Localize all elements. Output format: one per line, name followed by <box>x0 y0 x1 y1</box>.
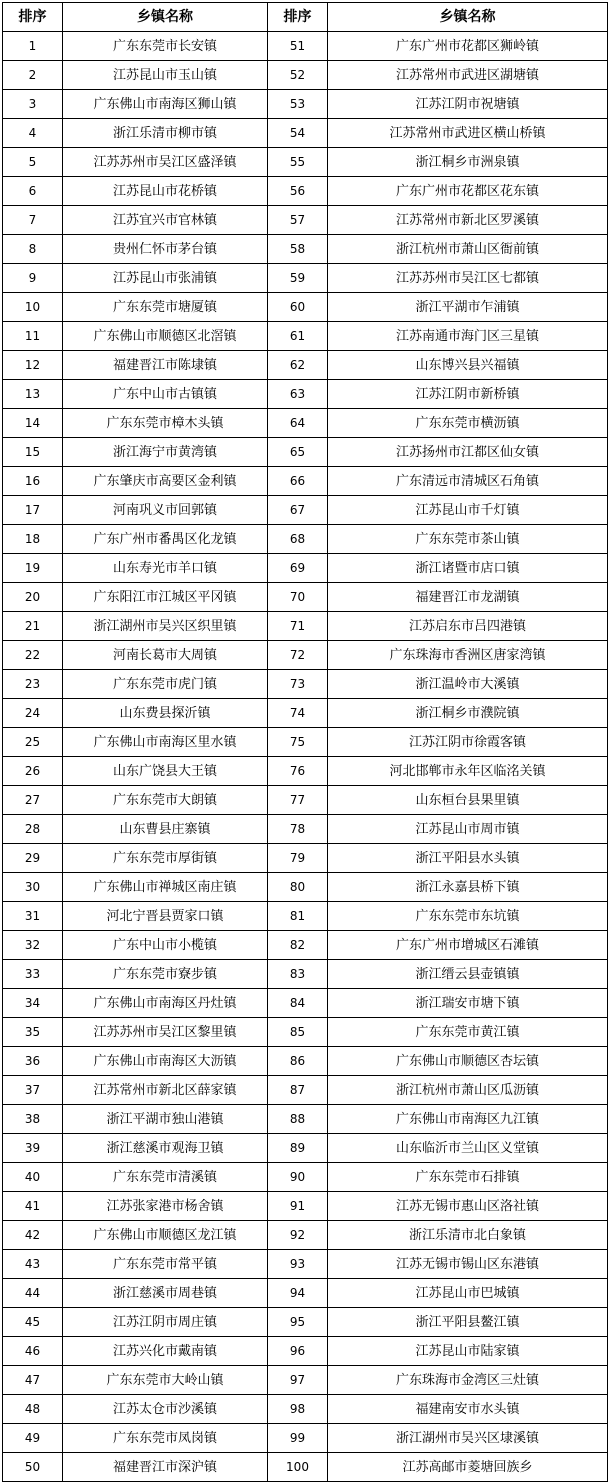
rank-cell: 77 <box>268 786 328 815</box>
town-name-cell: 浙江诸暨市店口镇 <box>328 554 608 583</box>
rank-cell: 42 <box>3 1221 63 1250</box>
table-row <box>3 612 608 641</box>
table-row <box>3 902 608 931</box>
table-row <box>3 1424 608 1453</box>
rank-cell: 11 <box>3 322 63 351</box>
table-row <box>3 786 608 815</box>
rank-cell: 9 <box>3 264 63 293</box>
rank-cell: 44 <box>3 1279 63 1308</box>
table-row <box>3 351 608 380</box>
table-row <box>3 583 608 612</box>
town-name-cell: 江苏宜兴市官林镇 <box>63 206 268 235</box>
town-name-cell: 山东博兴县兴福镇 <box>328 351 608 380</box>
table-row <box>3 380 608 409</box>
town-name-cell: 江苏太仓市沙溪镇 <box>63 1395 268 1424</box>
rank-cell: 57 <box>268 206 328 235</box>
town-name-cell: 江苏高邮市菱塘回族乡 <box>328 1453 608 1482</box>
town-name-cell: 广东阳江市江城区平冈镇 <box>63 583 268 612</box>
town-name-header: 乡镇名称 <box>63 3 268 32</box>
rank-cell: 8 <box>3 235 63 264</box>
rank-cell: 14 <box>3 409 63 438</box>
town-name-cell: 广东东莞市大岭山镇 <box>63 1366 268 1395</box>
town-name-cell: 江苏苏州市吴江区七都镇 <box>328 264 608 293</box>
rank-cell: 45 <box>3 1308 63 1337</box>
rank-cell: 4 <box>3 119 63 148</box>
rank-cell: 89 <box>268 1134 328 1163</box>
table-row <box>3 293 608 322</box>
rank-cell: 92 <box>268 1221 328 1250</box>
town-name-cell: 福建晋江市深沪镇 <box>63 1453 268 1482</box>
town-name-cell: 浙江桐乡市濮院镇 <box>328 699 608 728</box>
town-name-cell: 江苏常州市新北区薛家镇 <box>63 1076 268 1105</box>
town-name-cell: 浙江永嘉县桥下镇 <box>328 873 608 902</box>
rank-cell: 91 <box>268 1192 328 1221</box>
town-name-cell: 广东东莞市石排镇 <box>328 1163 608 1192</box>
town-name-cell: 广东东莞市常平镇 <box>63 1250 268 1279</box>
table-row <box>3 467 608 496</box>
rank-cell: 3 <box>3 90 63 119</box>
town-name-cell: 浙江缙云县壶镇镇 <box>328 960 608 989</box>
rank-cell: 74 <box>268 699 328 728</box>
rank-cell: 26 <box>3 757 63 786</box>
town-name-cell: 广东佛山市顺德区北滘镇 <box>63 322 268 351</box>
rank-cell: 34 <box>3 989 63 1018</box>
table-row <box>3 554 608 583</box>
rank-cell: 18 <box>3 525 63 554</box>
rank-cell: 98 <box>268 1395 328 1424</box>
town-name-cell: 江苏南通市海门区三星镇 <box>328 322 608 351</box>
town-name-cell: 浙江瑞安市塘下镇 <box>328 989 608 1018</box>
town-name-cell: 江苏苏州市吴江区盛泽镇 <box>63 148 268 177</box>
rank-cell: 81 <box>268 902 328 931</box>
town-name-cell: 浙江湖州市吴兴区埭溪镇 <box>328 1424 608 1453</box>
table-row <box>3 1366 608 1395</box>
table-row <box>3 1337 608 1366</box>
town-name-cell: 江苏江阴市徐霞客镇 <box>328 728 608 757</box>
table-row <box>3 989 608 1018</box>
town-name-cell: 江苏昆山市张浦镇 <box>63 264 268 293</box>
rank-cell: 83 <box>268 960 328 989</box>
rank-cell: 5 <box>3 148 63 177</box>
town-name-cell: 河北邯郸市永年区临洺关镇 <box>328 757 608 786</box>
rank-cell: 36 <box>3 1047 63 1076</box>
rank-cell: 13 <box>3 380 63 409</box>
town-name-cell: 河南巩义市回郭镇 <box>63 496 268 525</box>
town-name-cell: 江苏启东市吕四港镇 <box>328 612 608 641</box>
rank-cell: 27 <box>3 786 63 815</box>
town-name-cell: 福建南安市水头镇 <box>328 1395 608 1424</box>
rank-cell: 63 <box>268 380 328 409</box>
table-row <box>3 264 608 293</box>
town-name-cell: 广东佛山市南海区九江镇 <box>328 1105 608 1134</box>
rank-cell: 70 <box>268 583 328 612</box>
rank-cell: 35 <box>3 1018 63 1047</box>
town-name-cell: 浙江平阳县水头镇 <box>328 844 608 873</box>
town-name-cell: 江苏常州市武进区湖塘镇 <box>328 61 608 90</box>
rank-cell: 15 <box>3 438 63 467</box>
town-name-cell: 河南长葛市大周镇 <box>63 641 268 670</box>
rank-cell: 38 <box>3 1105 63 1134</box>
town-name-cell: 山东桓台县果里镇 <box>328 786 608 815</box>
table-row <box>3 1134 608 1163</box>
rank-cell: 85 <box>268 1018 328 1047</box>
rank-cell: 95 <box>268 1308 328 1337</box>
rank-cell: 53 <box>268 90 328 119</box>
rank-cell: 100 <box>268 1453 328 1482</box>
town-name-cell: 广东东莞市东坑镇 <box>328 902 608 931</box>
town-name-cell: 福建晋江市龙湖镇 <box>328 583 608 612</box>
rank-cell: 16 <box>3 467 63 496</box>
town-name-cell: 广东东莞市虎门镇 <box>63 670 268 699</box>
town-name-cell: 江苏昆山市巴城镇 <box>328 1279 608 1308</box>
rank-cell: 17 <box>3 496 63 525</box>
town-name-cell: 广东东莞市长安镇 <box>63 32 268 61</box>
table-row <box>3 931 608 960</box>
town-name-cell: 广东东莞市茶山镇 <box>328 525 608 554</box>
table-row <box>3 641 608 670</box>
town-name-cell: 浙江平阳县鳌江镇 <box>328 1308 608 1337</box>
rank-cell: 65 <box>268 438 328 467</box>
rank-cell: 49 <box>3 1424 63 1453</box>
rank-cell: 48 <box>3 1395 63 1424</box>
town-name-cell: 广东东莞市凤岗镇 <box>63 1424 268 1453</box>
town-name-cell: 江苏江阴市周庄镇 <box>63 1308 268 1337</box>
table-row <box>3 235 608 264</box>
town-ranking-table <box>2 2 608 1482</box>
rank-cell: 90 <box>268 1163 328 1192</box>
rank-cell: 46 <box>3 1337 63 1366</box>
table-row <box>3 1192 608 1221</box>
town-name-cell: 江苏无锡市惠山区洛社镇 <box>328 1192 608 1221</box>
town-name-cell: 浙江平湖市独山港镇 <box>63 1105 268 1134</box>
rank-cell: 66 <box>268 467 328 496</box>
table-row <box>3 1076 608 1105</box>
table-row <box>3 960 608 989</box>
town-name-cell: 江苏江阴市祝塘镇 <box>328 90 608 119</box>
town-name-cell: 广东珠海市香洲区唐家湾镇 <box>328 641 608 670</box>
town-name-cell: 山东费县探沂镇 <box>63 699 268 728</box>
rank-cell: 73 <box>268 670 328 699</box>
town-name-cell: 广东中山市小榄镇 <box>63 931 268 960</box>
rank-cell: 64 <box>268 409 328 438</box>
rank-cell: 30 <box>3 873 63 902</box>
table-row <box>3 815 608 844</box>
rank-cell: 58 <box>268 235 328 264</box>
table-row <box>3 438 608 467</box>
table-row <box>3 1279 608 1308</box>
table-row <box>3 1221 608 1250</box>
table-row <box>3 699 608 728</box>
town-name-cell: 浙江杭州市萧山区瓜沥镇 <box>328 1076 608 1105</box>
table-row <box>3 1018 608 1047</box>
table-row <box>3 322 608 351</box>
town-name-cell: 广东东莞市黄江镇 <box>328 1018 608 1047</box>
town-name-cell: 贵州仁怀市茅台镇 <box>63 235 268 264</box>
rank-cell: 29 <box>3 844 63 873</box>
table-row <box>3 496 608 525</box>
table-row <box>3 670 608 699</box>
table-row <box>3 206 608 235</box>
rank-cell: 47 <box>3 1366 63 1395</box>
header-row <box>3 3 608 32</box>
town-name-cell: 江苏昆山市陆家镇 <box>328 1337 608 1366</box>
rank-cell: 59 <box>268 264 328 293</box>
town-name-cell: 广东广州市增城区石滩镇 <box>328 931 608 960</box>
table-row <box>3 1105 608 1134</box>
rank-cell: 51 <box>268 32 328 61</box>
town-name-cell: 广东广州市番禺区化龙镇 <box>63 525 268 554</box>
town-name-cell: 江苏扬州市江都区仙女镇 <box>328 438 608 467</box>
rank-cell: 67 <box>268 496 328 525</box>
town-name-cell: 江苏兴化市戴南镇 <box>63 1337 268 1366</box>
rank-cell: 99 <box>268 1424 328 1453</box>
table-row <box>3 409 608 438</box>
rank-cell: 24 <box>3 699 63 728</box>
rank-cell: 2 <box>3 61 63 90</box>
rank-cell: 7 <box>3 206 63 235</box>
rank-cell: 84 <box>268 989 328 1018</box>
town-name-cell: 福建晋江市陈埭镇 <box>63 351 268 380</box>
rank-cell: 68 <box>268 525 328 554</box>
town-name-cell: 广东东莞市厚街镇 <box>63 844 268 873</box>
table-row <box>3 728 608 757</box>
rank-cell: 56 <box>268 177 328 206</box>
rank-cell: 80 <box>268 873 328 902</box>
town-name-cell: 江苏昆山市千灯镇 <box>328 496 608 525</box>
table-row <box>3 148 608 177</box>
town-name-cell: 广东佛山市南海区狮山镇 <box>63 90 268 119</box>
town-name-cell: 山东寿光市羊口镇 <box>63 554 268 583</box>
town-name-cell: 浙江湖州市吴兴区织里镇 <box>63 612 268 641</box>
town-name-cell: 浙江平湖市乍浦镇 <box>328 293 608 322</box>
town-name-cell: 广东东莞市寮步镇 <box>63 960 268 989</box>
town-name-cell: 广东佛山市南海区大沥镇 <box>63 1047 268 1076</box>
town-name-cell: 浙江温岭市大溪镇 <box>328 670 608 699</box>
town-name-cell: 广东东莞市塘厦镇 <box>63 293 268 322</box>
rank-cell: 32 <box>3 931 63 960</box>
town-name-cell: 江苏江阴市新桥镇 <box>328 380 608 409</box>
rank-cell: 61 <box>268 322 328 351</box>
rank-cell: 62 <box>268 351 328 380</box>
town-name-cell: 广东肇庆市高要区金利镇 <box>63 467 268 496</box>
rank-cell: 10 <box>3 293 63 322</box>
town-name-cell: 山东临沂市兰山区义堂镇 <box>328 1134 608 1163</box>
rank-cell: 94 <box>268 1279 328 1308</box>
town-name-cell: 江苏昆山市周市镇 <box>328 815 608 844</box>
rank-cell: 37 <box>3 1076 63 1105</box>
table-row <box>3 119 608 148</box>
table-row <box>3 1395 608 1424</box>
table-row <box>3 177 608 206</box>
rank-cell: 22 <box>3 641 63 670</box>
town-name-cell: 广东佛山市南海区里水镇 <box>63 728 268 757</box>
town-name-cell: 江苏苏州市吴江区黎里镇 <box>63 1018 268 1047</box>
rank-cell: 50 <box>3 1453 63 1482</box>
town-name-cell: 广东佛山市顺德区杏坛镇 <box>328 1047 608 1076</box>
rank-header: 排序 <box>3 3 63 32</box>
town-name-cell: 广东清远市清城区石角镇 <box>328 467 608 496</box>
table-row <box>3 90 608 119</box>
town-name-cell: 山东广饶县大王镇 <box>63 757 268 786</box>
rank-cell: 31 <box>3 902 63 931</box>
rank-header: 排序 <box>268 3 328 32</box>
town-name-cell: 江苏无锡市锡山区东港镇 <box>328 1250 608 1279</box>
rank-cell: 28 <box>3 815 63 844</box>
town-name-cell: 河北宁晋县贾家口镇 <box>63 902 268 931</box>
rank-cell: 52 <box>268 61 328 90</box>
town-name-cell: 江苏常州市新北区罗溪镇 <box>328 206 608 235</box>
rank-cell: 23 <box>3 670 63 699</box>
table-row <box>3 525 608 554</box>
rank-cell: 19 <box>3 554 63 583</box>
town-name-header: 乡镇名称 <box>328 3 608 32</box>
rank-cell: 43 <box>3 1250 63 1279</box>
rank-cell: 41 <box>3 1192 63 1221</box>
rank-cell: 12 <box>3 351 63 380</box>
rank-cell: 55 <box>268 148 328 177</box>
table-row <box>3 1308 608 1337</box>
town-name-cell: 广东珠海市金湾区三灶镇 <box>328 1366 608 1395</box>
town-name-cell: 广东广州市花都区狮岭镇 <box>328 32 608 61</box>
table-row <box>3 61 608 90</box>
table-row <box>3 844 608 873</box>
rank-cell: 79 <box>268 844 328 873</box>
rank-cell: 76 <box>268 757 328 786</box>
town-name-cell: 江苏常州市武进区横山桥镇 <box>328 119 608 148</box>
rank-cell: 82 <box>268 931 328 960</box>
rank-cell: 33 <box>3 960 63 989</box>
town-name-cell: 山东曹县庄寨镇 <box>63 815 268 844</box>
rank-cell: 25 <box>3 728 63 757</box>
rank-cell: 21 <box>3 612 63 641</box>
rank-cell: 39 <box>3 1134 63 1163</box>
town-name-cell: 广东佛山市南海区丹灶镇 <box>63 989 268 1018</box>
town-name-cell: 广东广州市花都区花东镇 <box>328 177 608 206</box>
table-row <box>3 1250 608 1279</box>
town-name-cell: 浙江乐清市北白象镇 <box>328 1221 608 1250</box>
town-name-cell: 浙江桐乡市洲泉镇 <box>328 148 608 177</box>
rank-cell: 96 <box>268 1337 328 1366</box>
rank-cell: 93 <box>268 1250 328 1279</box>
rank-cell: 72 <box>268 641 328 670</box>
rank-cell: 78 <box>268 815 328 844</box>
table-row <box>3 757 608 786</box>
rank-cell: 1 <box>3 32 63 61</box>
town-name-cell: 浙江慈溪市观海卫镇 <box>63 1134 268 1163</box>
town-name-cell: 广东东莞市樟木头镇 <box>63 409 268 438</box>
town-name-cell: 江苏张家港市杨舍镇 <box>63 1192 268 1221</box>
rank-cell: 71 <box>268 612 328 641</box>
table-row <box>3 1163 608 1192</box>
table-row <box>3 873 608 902</box>
rank-cell: 86 <box>268 1047 328 1076</box>
rank-cell: 20 <box>3 583 63 612</box>
town-name-cell: 广东东莞市横沥镇 <box>328 409 608 438</box>
town-name-cell: 浙江慈溪市周巷镇 <box>63 1279 268 1308</box>
rank-cell: 97 <box>268 1366 328 1395</box>
rank-cell: 75 <box>268 728 328 757</box>
town-name-cell: 广东中山市古镇镇 <box>63 380 268 409</box>
town-name-cell: 广东东莞市大朗镇 <box>63 786 268 815</box>
rank-cell: 40 <box>3 1163 63 1192</box>
rank-cell: 88 <box>268 1105 328 1134</box>
town-name-cell: 江苏昆山市玉山镇 <box>63 61 268 90</box>
town-name-cell: 江苏昆山市花桥镇 <box>63 177 268 206</box>
town-name-cell: 浙江杭州市萧山区衙前镇 <box>328 235 608 264</box>
town-name-cell: 浙江乐清市柳市镇 <box>63 119 268 148</box>
rank-cell: 87 <box>268 1076 328 1105</box>
town-name-cell: 广东东莞市清溪镇 <box>63 1163 268 1192</box>
town-name-cell: 广东佛山市顺德区龙江镇 <box>63 1221 268 1250</box>
town-name-cell: 广东佛山市禅城区南庄镇 <box>63 873 268 902</box>
rank-cell: 54 <box>268 119 328 148</box>
table-row <box>3 1453 608 1482</box>
town-name-cell: 浙江海宁市黄湾镇 <box>63 438 268 467</box>
rank-cell: 69 <box>268 554 328 583</box>
rank-cell: 6 <box>3 177 63 206</box>
table-row <box>3 32 608 61</box>
rank-cell: 60 <box>268 293 328 322</box>
table-row <box>3 1047 608 1076</box>
